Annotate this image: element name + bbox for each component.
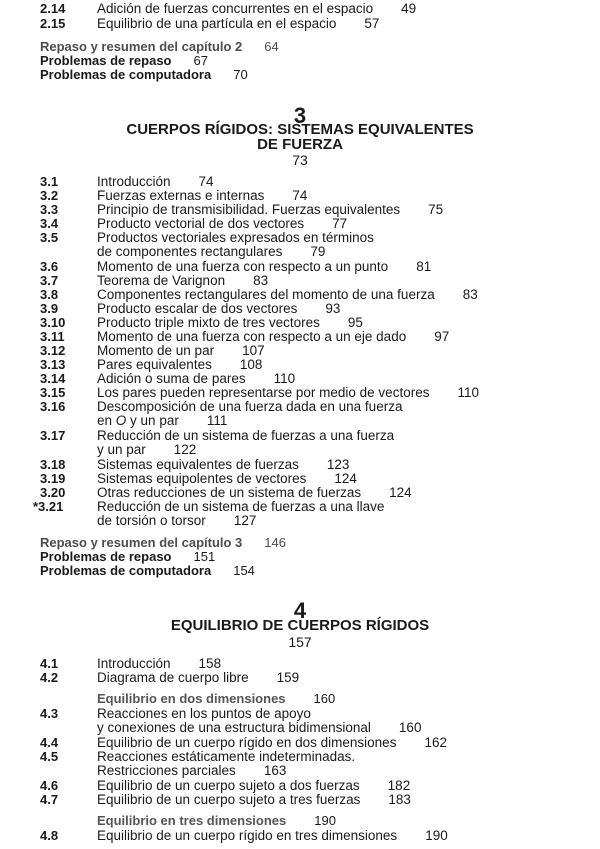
page-number: 77 (332, 216, 348, 231)
section-number: 3.5 (40, 230, 59, 245)
page-number: 163 (263, 763, 287, 778)
page-number: 57 (364, 16, 380, 31)
page-number: 83 (462, 287, 478, 302)
page-number: 110 (457, 385, 479, 400)
point-label: O (115, 413, 127, 428)
section-title: Producto escalar de dos vectores (97, 301, 298, 316)
summary-label: Problemas de computadora (40, 563, 212, 578)
page-number: 190 (425, 828, 448, 843)
page-number: 182 (387, 778, 411, 793)
page-number: 127 (233, 513, 257, 528)
computer-problems-link[interactable] (40, 67, 248, 82)
page-number: 79 (310, 244, 326, 259)
section-title: Equilibrio de un cuerpo sujeto a dos fuerzas (97, 778, 360, 793)
section-number: 3.9 (40, 301, 59, 316)
section-title: Principio de transmisibilidad. Fuerzas equivalentes (97, 202, 401, 217)
section-number: 3.6 (40, 259, 59, 274)
section-number: 3.2 (40, 188, 59, 203)
chapter-number: 4 (293, 598, 307, 623)
chapter-title[interactable]: EQUILIBRIO DE CUERPOS RÍGIDOS (170, 617, 430, 634)
section-title: Fuerzas externas e internas (97, 188, 265, 203)
section-title-cont: y un par (97, 442, 146, 457)
subsection-heading[interactable] (97, 691, 335, 706)
section-number: 2.14 (40, 1, 66, 16)
section-number: 2.15 (40, 16, 66, 31)
section-title-cont: de torsión o torsor (97, 513, 206, 528)
section-number: 3.13 (40, 357, 66, 372)
page-number: 49 (401, 1, 417, 16)
page-number: 154 (233, 563, 255, 578)
page-number: 70 (233, 67, 248, 82)
section-number: 3.11 (40, 329, 65, 344)
page-number: 107 (242, 343, 265, 358)
page-number: 110 (273, 371, 296, 386)
section-title: Pares equivalentes (97, 357, 212, 372)
section-number: 3.18 (40, 457, 66, 472)
subsection-label: Equilibrio en dos dimensiones (97, 691, 286, 706)
chapter-page: 73 (292, 152, 308, 168)
page-number: 111 (206, 413, 228, 428)
section-title: Equilibrio de un cuerpo rígido en dos dimensiones (97, 735, 397, 750)
page-number: 108 (239, 357, 263, 372)
review-problems-link[interactable] (40, 549, 215, 564)
section-number: 3.1 (40, 174, 59, 189)
section-title: Sistemas equivalentes de fuerzas (97, 457, 299, 472)
page-number: 95 (347, 315, 363, 330)
page-number: 159 (276, 670, 300, 685)
section-number: 4.4 (40, 735, 59, 750)
section-number: 3.19 (40, 471, 66, 486)
section-title: Sistemas equipolentes de vectores (97, 471, 307, 486)
section-number: *3.21 (33, 499, 64, 514)
section-title: Introducción (97, 174, 171, 189)
section-number: 3.8 (40, 287, 59, 302)
section-number: 4.8 (40, 828, 59, 843)
section-title: Reducción de un sistema de fuerzas a una llave (97, 499, 385, 514)
summary-label: Problemas de repaso (40, 549, 172, 564)
section-number: 3.16 (40, 399, 66, 414)
section-title-cont: y un par (126, 413, 179, 428)
section-number: 3.3 (40, 202, 59, 217)
section-title: Equilibrio de una partícula en el espacio (97, 16, 337, 31)
summary-label: Repaso y resumen del capítulo 2 (40, 39, 243, 54)
section-title: Otras reducciones de un sistema de fuerzas (97, 485, 362, 500)
section-title: Producto triple mixto de tres vectores (97, 315, 320, 330)
chapter-page: 157 (288, 634, 312, 650)
summary-label: Repaso y resumen del capítulo 3 (40, 535, 243, 550)
section-number: 3.10 (40, 315, 66, 330)
page-number: 81 (416, 259, 432, 274)
chapter-summary-link[interactable] (40, 535, 286, 550)
chapter-summary-link[interactable] (40, 39, 279, 54)
section-number: 4.6 (40, 778, 59, 793)
section-title: Producto vectorial de dos vectores (97, 216, 305, 231)
section-title: Productos vectoriales expresados en términos (97, 230, 374, 245)
page-number: 67 (193, 53, 208, 68)
section-number: 4.5 (40, 749, 59, 764)
section-title: Introducción (97, 656, 171, 671)
section-title: Equilibrio de un cuerpo rígido en tres dimensiones (97, 828, 398, 843)
page-number: 124 (334, 471, 357, 486)
section-title: Equilibrio de un cuerpo sujeto a tres fuerzas (97, 792, 361, 807)
section-title: Momento de una fuerza con respecto a un eje dado (97, 329, 407, 344)
chapter-title[interactable]: DE FUERZA (257, 136, 343, 153)
subsection-label: Equilibrio en tres dimensiones (97, 813, 287, 828)
summary-label: Problemas de computadora (40, 67, 212, 82)
page-number: 122 (173, 442, 197, 457)
page-number: 83 (253, 273, 269, 288)
section-number: 3.7 (40, 273, 59, 288)
section-title: Adición o suma de pares (97, 371, 246, 386)
page-number: 74 (292, 188, 308, 203)
section-title: Los pares pueden representarse por medio de vectores (97, 385, 430, 400)
section-title-cont: de componentes rectangulares (97, 244, 283, 259)
section-number: 3.20 (40, 485, 66, 500)
section-number: 3.4 (40, 216, 59, 231)
section-number: 3.14 (40, 371, 66, 386)
page-number: 123 (326, 457, 350, 472)
page-number: 64 (264, 39, 279, 54)
section-title: Reducción de un sistema de fuerzas a una fuerza (97, 428, 395, 443)
review-problems-link[interactable] (40, 53, 208, 68)
section-title-cont: Restricciones parciales (97, 763, 236, 778)
page-number: 93 (325, 301, 341, 316)
section-title: Reacciones en los puntos de apoyo (97, 706, 311, 721)
page-number: 160 (398, 720, 422, 735)
page-number: 151 (193, 549, 216, 564)
section-title: Momento de un par (97, 343, 215, 358)
section-title: Componentes rectangulares del momento de una fuerza (97, 287, 435, 302)
chapter-number: 3 (293, 103, 307, 128)
summary-label: Problemas de repaso (40, 53, 172, 68)
computer-problems-link[interactable] (40, 563, 255, 578)
section-number: 4.3 (40, 706, 59, 721)
section-title-cont: y conexiones de una estructura bidimensional (97, 720, 371, 735)
page-number: 158 (198, 656, 222, 671)
page-number: 183 (388, 792, 411, 807)
chapter-title[interactable]: CUERPOS RÍGIDOS: SISTEMAS EQUIVALENTES (126, 121, 474, 138)
section-number: 3.17 (40, 428, 66, 443)
section-title: Reacciones estáticamente indeterminadas. (97, 749, 356, 764)
section-number: 3.15 (40, 385, 66, 400)
section-title: Momento de una fuerza con respecto a un punto (97, 259, 389, 274)
page-number: 97 (434, 329, 450, 344)
section-title: Diagrama de cuerpo libre (97, 670, 249, 685)
section-title: Teorema de Varignon (97, 273, 226, 288)
page-number: 162 (424, 735, 447, 750)
page-number: 190 (314, 813, 336, 828)
section-number: 4.7 (40, 792, 59, 807)
section-number: 4.1 (40, 656, 59, 671)
page-number: 124 (389, 485, 412, 500)
section-title: Adición de fuerzas concurrentes en el espacio (97, 1, 374, 16)
page-number: 160 (313, 691, 336, 706)
section-title: Descomposición de una fuerza dada en una fuerza (97, 399, 403, 414)
page-number: 74 (198, 174, 214, 189)
section-title-cont: en (97, 413, 116, 428)
subsection-heading[interactable] (97, 813, 336, 828)
page-number: 75 (428, 202, 444, 217)
section-number: 4.2 (40, 670, 59, 685)
page-number: 146 (264, 535, 286, 550)
section-number: 3.12 (40, 343, 66, 358)
